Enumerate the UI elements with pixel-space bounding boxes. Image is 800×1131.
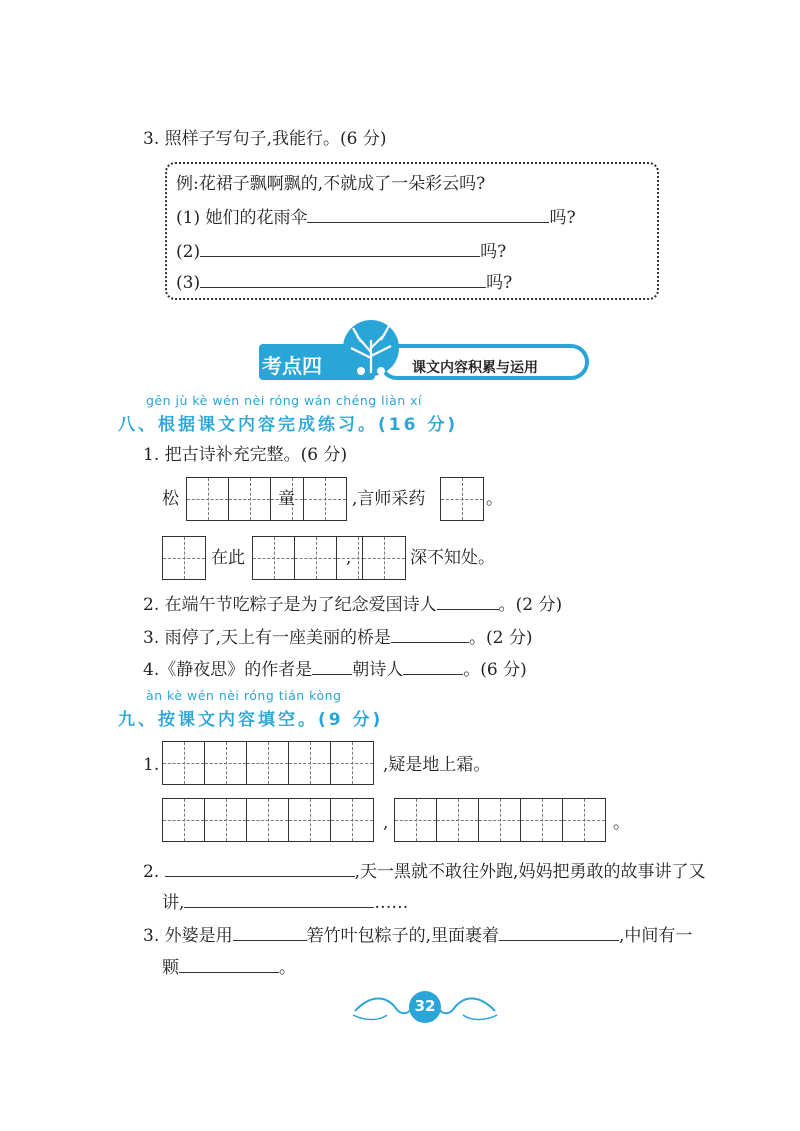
poem1-word-d: 。 <box>486 489 503 509</box>
page-number: 32 <box>414 997 436 1015</box>
section9-heading: 九、按课文内容填空。(9 分) <box>118 710 384 730</box>
section9-q1-suffix: ,疑是地上霜。 <box>383 755 491 775</box>
section9-q2: 2. ,天一黑就不敢往外跑,妈妈把勇敢的故事讲了又 <box>143 862 706 882</box>
section9-q3: 3. 外婆是用 箬竹叶包粽子的,里面裹着 ,中间有一 <box>143 926 693 946</box>
example-answer-3: (3) 吗? <box>176 273 513 293</box>
section8-pinyin: gēn jù kè wén nèi róng wán chéng liàn xí <box>146 393 423 408</box>
answer-blank[interactable] <box>391 626 469 643</box>
section9-q3-line2: 颗 。 <box>162 958 296 978</box>
writing-grid[interactable] <box>440 477 484 521</box>
answer-blank[interactable] <box>184 891 374 908</box>
answer-blank[interactable] <box>499 924 619 941</box>
example-answer-1: (1) 她们的花雨伞 吗? <box>176 208 576 228</box>
poem2-word-a: 在此 <box>211 548 245 568</box>
answer-blank[interactable] <box>307 206 549 223</box>
writing-grid[interactable] <box>162 741 374 785</box>
section8-q2: 2. 在端午节吃粽子是为了纪念爱国诗人 。(2 分) <box>143 595 563 615</box>
poem2-word-b: , <box>346 548 352 568</box>
writing-grid[interactable] <box>362 536 406 580</box>
answer-blank[interactable] <box>233 924 307 941</box>
writing-grid[interactable] <box>162 536 206 580</box>
section9-q1b-end: 。 <box>613 813 630 833</box>
section8-heading: 八、根据课文内容完成练习。(16 分) <box>118 415 459 435</box>
section8-q3: 3. 雨停了,天上有一座美丽的桥是 。(2 分) <box>143 628 533 648</box>
poem1-word-a: 松 <box>162 489 179 509</box>
example-line: 例:花裙子飘啊飘的,不就成了一朵彩云吗? <box>176 174 486 194</box>
poem1-word-c: ,言师采药 <box>352 489 426 509</box>
section9-q1-num: 1. <box>143 755 160 775</box>
section9-q2-line2: 讲, …… <box>162 893 409 913</box>
answer-blank[interactable] <box>200 240 480 257</box>
answer-blank[interactable] <box>312 658 352 675</box>
banner-label: 考点四 <box>262 354 322 378</box>
writing-grid[interactable] <box>252 536 380 580</box>
answer-blank[interactable] <box>403 658 463 675</box>
answer-blank[interactable] <box>179 956 279 973</box>
q3-title: 3. 照样子写句子,我能行。(6 分) <box>143 129 387 149</box>
writing-grid[interactable] <box>394 798 606 842</box>
section8-q4: 4.《静夜思》的作者是 朝诗人 。(6 分) <box>143 660 527 680</box>
poem1-word-b: 童 <box>278 489 295 509</box>
writing-grid[interactable] <box>303 477 347 521</box>
section8-q1: 1. 把古诗补充完整。(6 分) <box>143 445 348 465</box>
section9-pinyin: àn kè wén nèi róng tián kòng <box>146 688 342 703</box>
example-answer-2: (2) 吗? <box>176 242 507 262</box>
answer-blank[interactable] <box>165 860 355 877</box>
answer-blank[interactable] <box>200 271 486 288</box>
answer-blank[interactable] <box>437 593 499 610</box>
tree-icon <box>343 320 399 376</box>
poem2-word-c: 深不知处。 <box>410 548 495 568</box>
section9-q1b-mid: , <box>383 813 389 833</box>
writing-grid[interactable] <box>162 798 374 842</box>
banner-subtitle: 课文内容积累与运用 <box>412 360 538 376</box>
